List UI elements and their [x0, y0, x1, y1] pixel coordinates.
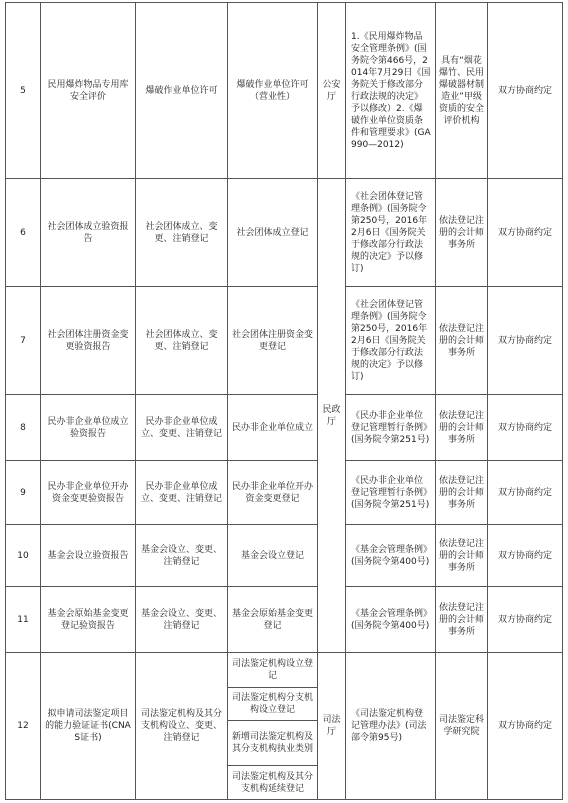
row-number: 6	[6, 179, 41, 287]
service-item: 社会团体注册资金变更验资报告	[41, 287, 136, 395]
row-number: 10	[6, 525, 41, 587]
sub-approval: 司法鉴定机构分支机构设立登记	[228, 688, 318, 721]
table-row	[6, 653, 563, 688]
approval-item: 司法鉴定机构及其分支机构设立、变更、注销登记	[136, 653, 228, 800]
approval-item: 民办非企业单位成立、变更、注销登记	[136, 395, 228, 461]
legal-basis: 《社会团体登记管理条例》(国务院令第250号，2016年2月6日《国务院关于修改部分行政法规的决定》予以修订)	[346, 287, 436, 395]
service-item: 拟申请司法鉴定项目的能力验证证书(CNAS证书)	[41, 653, 136, 800]
legal-basis: 1.《民用爆炸物品安全管理条例》(国务院令第466号，2014年7月29日《国务院关于修改部分行政法规的决定》予以修改）2.《爆破作业单位资质条件和管理要求》(GA990—2012)	[346, 3, 436, 179]
fee-standard: 双方协商约定	[488, 653, 563, 800]
row-number: 12	[6, 653, 41, 800]
legal-basis: 《基金会管理条例》(国务院令第400号)	[346, 587, 436, 653]
row-number: 11	[6, 587, 41, 653]
service-provider: 司法鉴定科学研究院	[436, 653, 488, 800]
legal-basis: 《社会团体登记管理条例》(国务院令第250号，2016年2月6日《国务院关于修改部分行政法规的决定》予以修订)	[346, 179, 436, 287]
sub-approval: 司法鉴定机构及其分支机构延续登记	[228, 766, 318, 800]
fee-standard: 双方协商约定	[488, 461, 563, 525]
fee-standard: 双方协商约定	[488, 395, 563, 461]
row-number: 8	[6, 395, 41, 461]
department: 公安厅	[318, 3, 346, 179]
service-item: 民办非企业单位成立验资报告	[41, 395, 136, 461]
basis-approval: 基金会原始基金变更登记	[228, 587, 318, 653]
service-provider: 依法登记注册的会计师事务所	[436, 287, 488, 395]
service-provider: 具有“烟花爆竹、民用爆破器材制造业”甲级资质的安全评价机构	[436, 3, 488, 179]
services-table	[5, 2, 563, 800]
department: 司法厅	[318, 653, 346, 800]
service-provider: 依法登记注册的会计师事务所	[436, 179, 488, 287]
fee-standard: 双方协商约定	[488, 587, 563, 653]
table-row	[6, 461, 563, 525]
approval-item: 社会团体成立、变更、注销登记	[136, 179, 228, 287]
approval-item: 民办非企业单位成立、变更、注销登记	[136, 461, 228, 525]
approval-item: 基金会设立、变更、注销登记	[136, 525, 228, 587]
approval-item: 基金会设立、变更、注销登记	[136, 587, 228, 653]
table-row	[6, 525, 563, 587]
basis-approval: 爆破作业单位许可（营业性）	[228, 3, 318, 179]
approval-item: 爆破作业单位许可	[136, 3, 228, 179]
basis-approval: 民办非企业单位开办资金变更登记	[228, 461, 318, 525]
sub-approval: 新增司法鉴定机构及其分支机构执业类别	[228, 721, 318, 766]
table-row	[6, 287, 563, 395]
service-item: 社会团体成立验资报告	[41, 179, 136, 287]
table-row	[6, 3, 563, 179]
approval-item: 社会团体成立、变更、注销登记	[136, 287, 228, 395]
legal-basis: 《民办非企业单位登记管理暂行条例》(国务院令第251号)	[346, 395, 436, 461]
row-number: 7	[6, 287, 41, 395]
service-provider: 依法登记注册的会计师事务所	[436, 587, 488, 653]
table-row	[6, 179, 563, 287]
legal-basis: 《基金会管理条例》(国务院令第400号)	[346, 525, 436, 587]
service-provider: 依法登记注册的会计师事务所	[436, 525, 488, 587]
legal-basis: 《民办非企业单位登记管理暂行条例》(国务院令第251号)	[346, 461, 436, 525]
fee-standard: 双方协商约定	[488, 525, 563, 587]
service-provider: 依法登记注册的会计师事务所	[436, 395, 488, 461]
service-provider: 依法登记注册的会计师事务所	[436, 461, 488, 525]
row-number: 5	[6, 3, 41, 179]
basis-approval: 民办非企业单位成立	[228, 395, 318, 461]
sub-approval: 司法鉴定机构设立登记	[228, 653, 318, 688]
service-item: 民用爆炸物品专用库安全评价	[41, 3, 136, 179]
service-item: 民办非企业单位开办资金变更验资报告	[41, 461, 136, 525]
service-item: 基金会原始基金变更登记验资报告	[41, 587, 136, 653]
service-item: 基金会设立验资报告	[41, 525, 136, 587]
fee-standard: 双方协商约定	[488, 287, 563, 395]
table-row	[6, 587, 563, 653]
basis-approval: 社会团体成立登记	[228, 179, 318, 287]
department-civil-affairs: 民政厅	[318, 179, 346, 653]
document-page	[5, 2, 562, 799]
fee-standard: 双方协商约定	[488, 3, 563, 179]
legal-basis: 《司法鉴定机构登记管理办法》(司法部令第95号)	[346, 653, 436, 800]
table-row	[6, 395, 563, 461]
basis-approval: 社会团体注册资金变更登记	[228, 287, 318, 395]
basis-approval: 基金会设立登记	[228, 525, 318, 587]
row-number: 9	[6, 461, 41, 525]
fee-standard: 双方协商约定	[488, 179, 563, 287]
